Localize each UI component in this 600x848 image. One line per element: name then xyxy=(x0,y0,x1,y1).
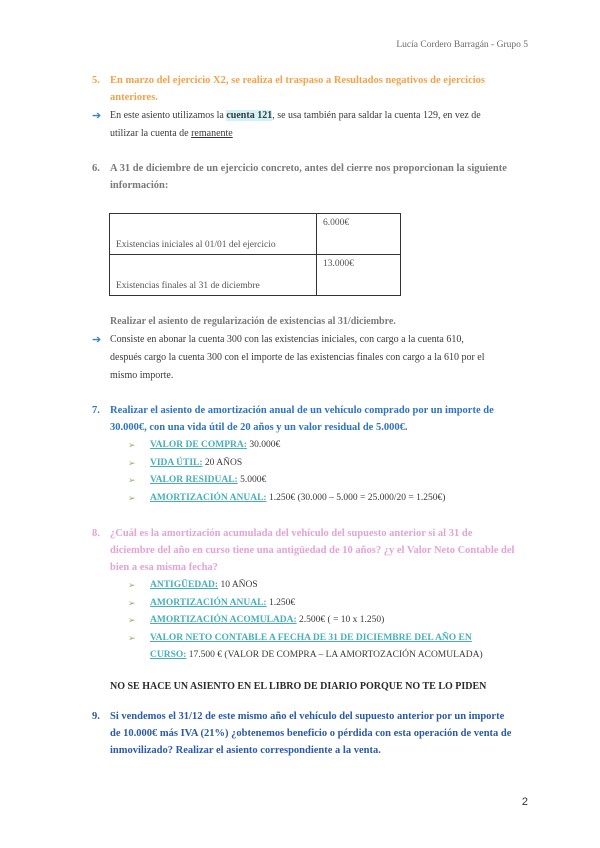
bullet-label: ANTIGÜEDAD: xyxy=(150,580,219,590)
list-item xyxy=(128,472,548,490)
arrowhead-bullet-icon: ➢ xyxy=(128,580,136,590)
answer-6 xyxy=(92,331,532,385)
table-cell-value: 6.000€ xyxy=(317,214,401,255)
question-7-number: 7. xyxy=(92,405,100,416)
bullet-label: AMORTIZACIÓN ACOMULADA: xyxy=(150,615,297,625)
table-cell-value: 13.000€ xyxy=(317,255,401,296)
question-5-line1: En marzo del ejercicio X2, se realiza el traspaso a Resultados negativos de ejercicios xyxy=(110,75,486,86)
arrowhead-bullet-icon: ➢ xyxy=(128,632,136,643)
bullet-value: 17.500 € (VALOR DE COMPRA – LA AMORTOZACIÓN ACOMULADA) xyxy=(186,650,483,660)
list-item xyxy=(128,455,548,473)
question-5-number: 5. xyxy=(92,75,100,86)
question-9-line2: de 10.000€ más IVA (21%) ¿obtenemos beneficio o pérdida con esta operación de venta de xyxy=(110,728,512,739)
question-7-bullets xyxy=(128,437,548,507)
question-8-bullets xyxy=(128,577,548,665)
list-item xyxy=(128,437,548,455)
question-5-line2: anteriores. xyxy=(110,92,158,103)
answer-5-pre: En este asiento utilizamos la xyxy=(110,110,227,121)
bullet-label: VALOR RESIDUAL: xyxy=(150,475,238,485)
bullet-label: AMORTIZACIÓN ANUAL: xyxy=(150,492,267,503)
arrowhead-bullet-icon: ➢ xyxy=(128,457,136,468)
question-9-number: 9. xyxy=(92,711,100,722)
arrowhead-bullet-icon: ➢ xyxy=(128,440,136,450)
list-item xyxy=(128,612,548,630)
question-9 xyxy=(92,708,532,759)
question-7-line2: 30.000€, con una vida útil de 20 años y un valor residual de 5.000€. xyxy=(110,422,408,433)
answer-5-highlight: cuenta 121 xyxy=(226,110,273,121)
arrowhead-bullet-icon: ➢ xyxy=(128,475,136,485)
question-6-line1: A 31 de diciembre de un ejercicio concreto, antes del cierre nos proporcionan la siguiente xyxy=(110,163,507,174)
question-7-line1: Realizar el asiento de amortización anual de un vehículo comprado por un importe de xyxy=(110,405,494,416)
bullet-value: 5.000€ xyxy=(237,475,267,485)
bullet-label: VALOR NETO CONTABLE A FECHA DE 31 DE DICIEMBRE DEL AÑO EN xyxy=(150,632,472,643)
table-cell-label: Existencias finales al 31 de diciembre xyxy=(110,255,317,296)
question-6-number: 6. xyxy=(92,163,100,174)
arrow-right-icon: ➔ xyxy=(92,110,102,122)
answer-6-line1: Consiste en abonar la cuenta 300 con las existencias iniciales, con cargo a la cuenta 610, xyxy=(110,334,464,345)
answer-5-line2-pre: utilizar la cuenta de xyxy=(110,128,192,139)
bullet-value: 20 AÑOS xyxy=(202,457,243,468)
question-6 xyxy=(92,160,532,194)
question-8-number: 8. xyxy=(92,528,100,539)
question-9-line3: inmovilizado? Realizar el asiento correspondiente a la venta. xyxy=(110,745,381,756)
question-8-line2: diciembre del año en curso tiene una antigüedad de 10 años? ¿y el Valor Neto Contable del xyxy=(110,545,515,556)
arrowhead-bullet-icon: ➢ xyxy=(128,597,136,608)
list-item xyxy=(128,630,548,665)
page-header-author: Lucía Cordero Barragán - Grupo 5 xyxy=(396,40,528,50)
bullet-value: 10 AÑOS xyxy=(218,580,258,590)
bullet-value: 30.000€ xyxy=(246,440,281,450)
bullet-label: VALOR DE COMPRA: xyxy=(150,440,247,450)
arrowhead-bullet-icon: ➢ xyxy=(128,615,136,625)
question-6-instruction: Realizar el asiento de regularización de existencias al 31/diciembre. xyxy=(110,316,396,327)
answer-6-line3: mismo importe. xyxy=(110,370,174,381)
arrowhead-bullet-icon: ➢ xyxy=(128,492,136,503)
question-7 xyxy=(92,402,532,436)
bullet-label: AMORTIZACIÓN ANUAL: xyxy=(150,597,267,608)
question-9-line1: Si vendemos el 31/12 de este mismo año el vehículo del supuesto anterior por un importe xyxy=(110,711,505,722)
inventory-table xyxy=(109,213,401,296)
answer-5-underlined: remanente xyxy=(191,128,233,139)
bullet-value: 1.250€ (30.000 – 5.000 = 25.000/20 = 1.250€) xyxy=(266,492,446,503)
arrow-right-icon: ➔ xyxy=(92,334,102,346)
list-item xyxy=(128,595,548,613)
question-5 xyxy=(92,72,532,106)
bullet-label-cont: CURSO: xyxy=(150,650,187,660)
list-item xyxy=(128,577,548,595)
bullet-value: 1.250€ xyxy=(266,597,296,608)
table-cell-label: Existencias iniciales al 01/01 del ejercicio xyxy=(110,214,317,255)
table-row xyxy=(110,214,401,255)
question-6-line2: información: xyxy=(110,180,169,191)
question-8-line3: bien a esa misma fecha? xyxy=(110,562,218,573)
question-8-line1: ¿Cuál es la amortización acumulada del vehículo del supuesto anterior si al 31 de xyxy=(110,528,473,539)
page-number: 2 xyxy=(521,796,528,808)
bullet-value: 2.500€ ( = 10 x 1.250) xyxy=(296,615,385,625)
answer-5 xyxy=(92,107,532,143)
bullet-label: VIDA ÚTIL: xyxy=(150,457,203,468)
answer-5-post: , se usa también para saldar la cuenta 129, en vez de xyxy=(272,110,481,121)
question-8-note: NO SE HACE UN ASIENTO EN EL LIBRO DE DIARIO PORQUE NO TE LO PIDEN xyxy=(110,681,487,692)
table-row xyxy=(110,255,401,296)
question-8 xyxy=(92,525,532,576)
answer-6-line2: después cargo la cuenta 300 con el importe de las existencias finales con cargo a la 610 por el xyxy=(110,352,485,363)
list-item xyxy=(128,490,548,508)
